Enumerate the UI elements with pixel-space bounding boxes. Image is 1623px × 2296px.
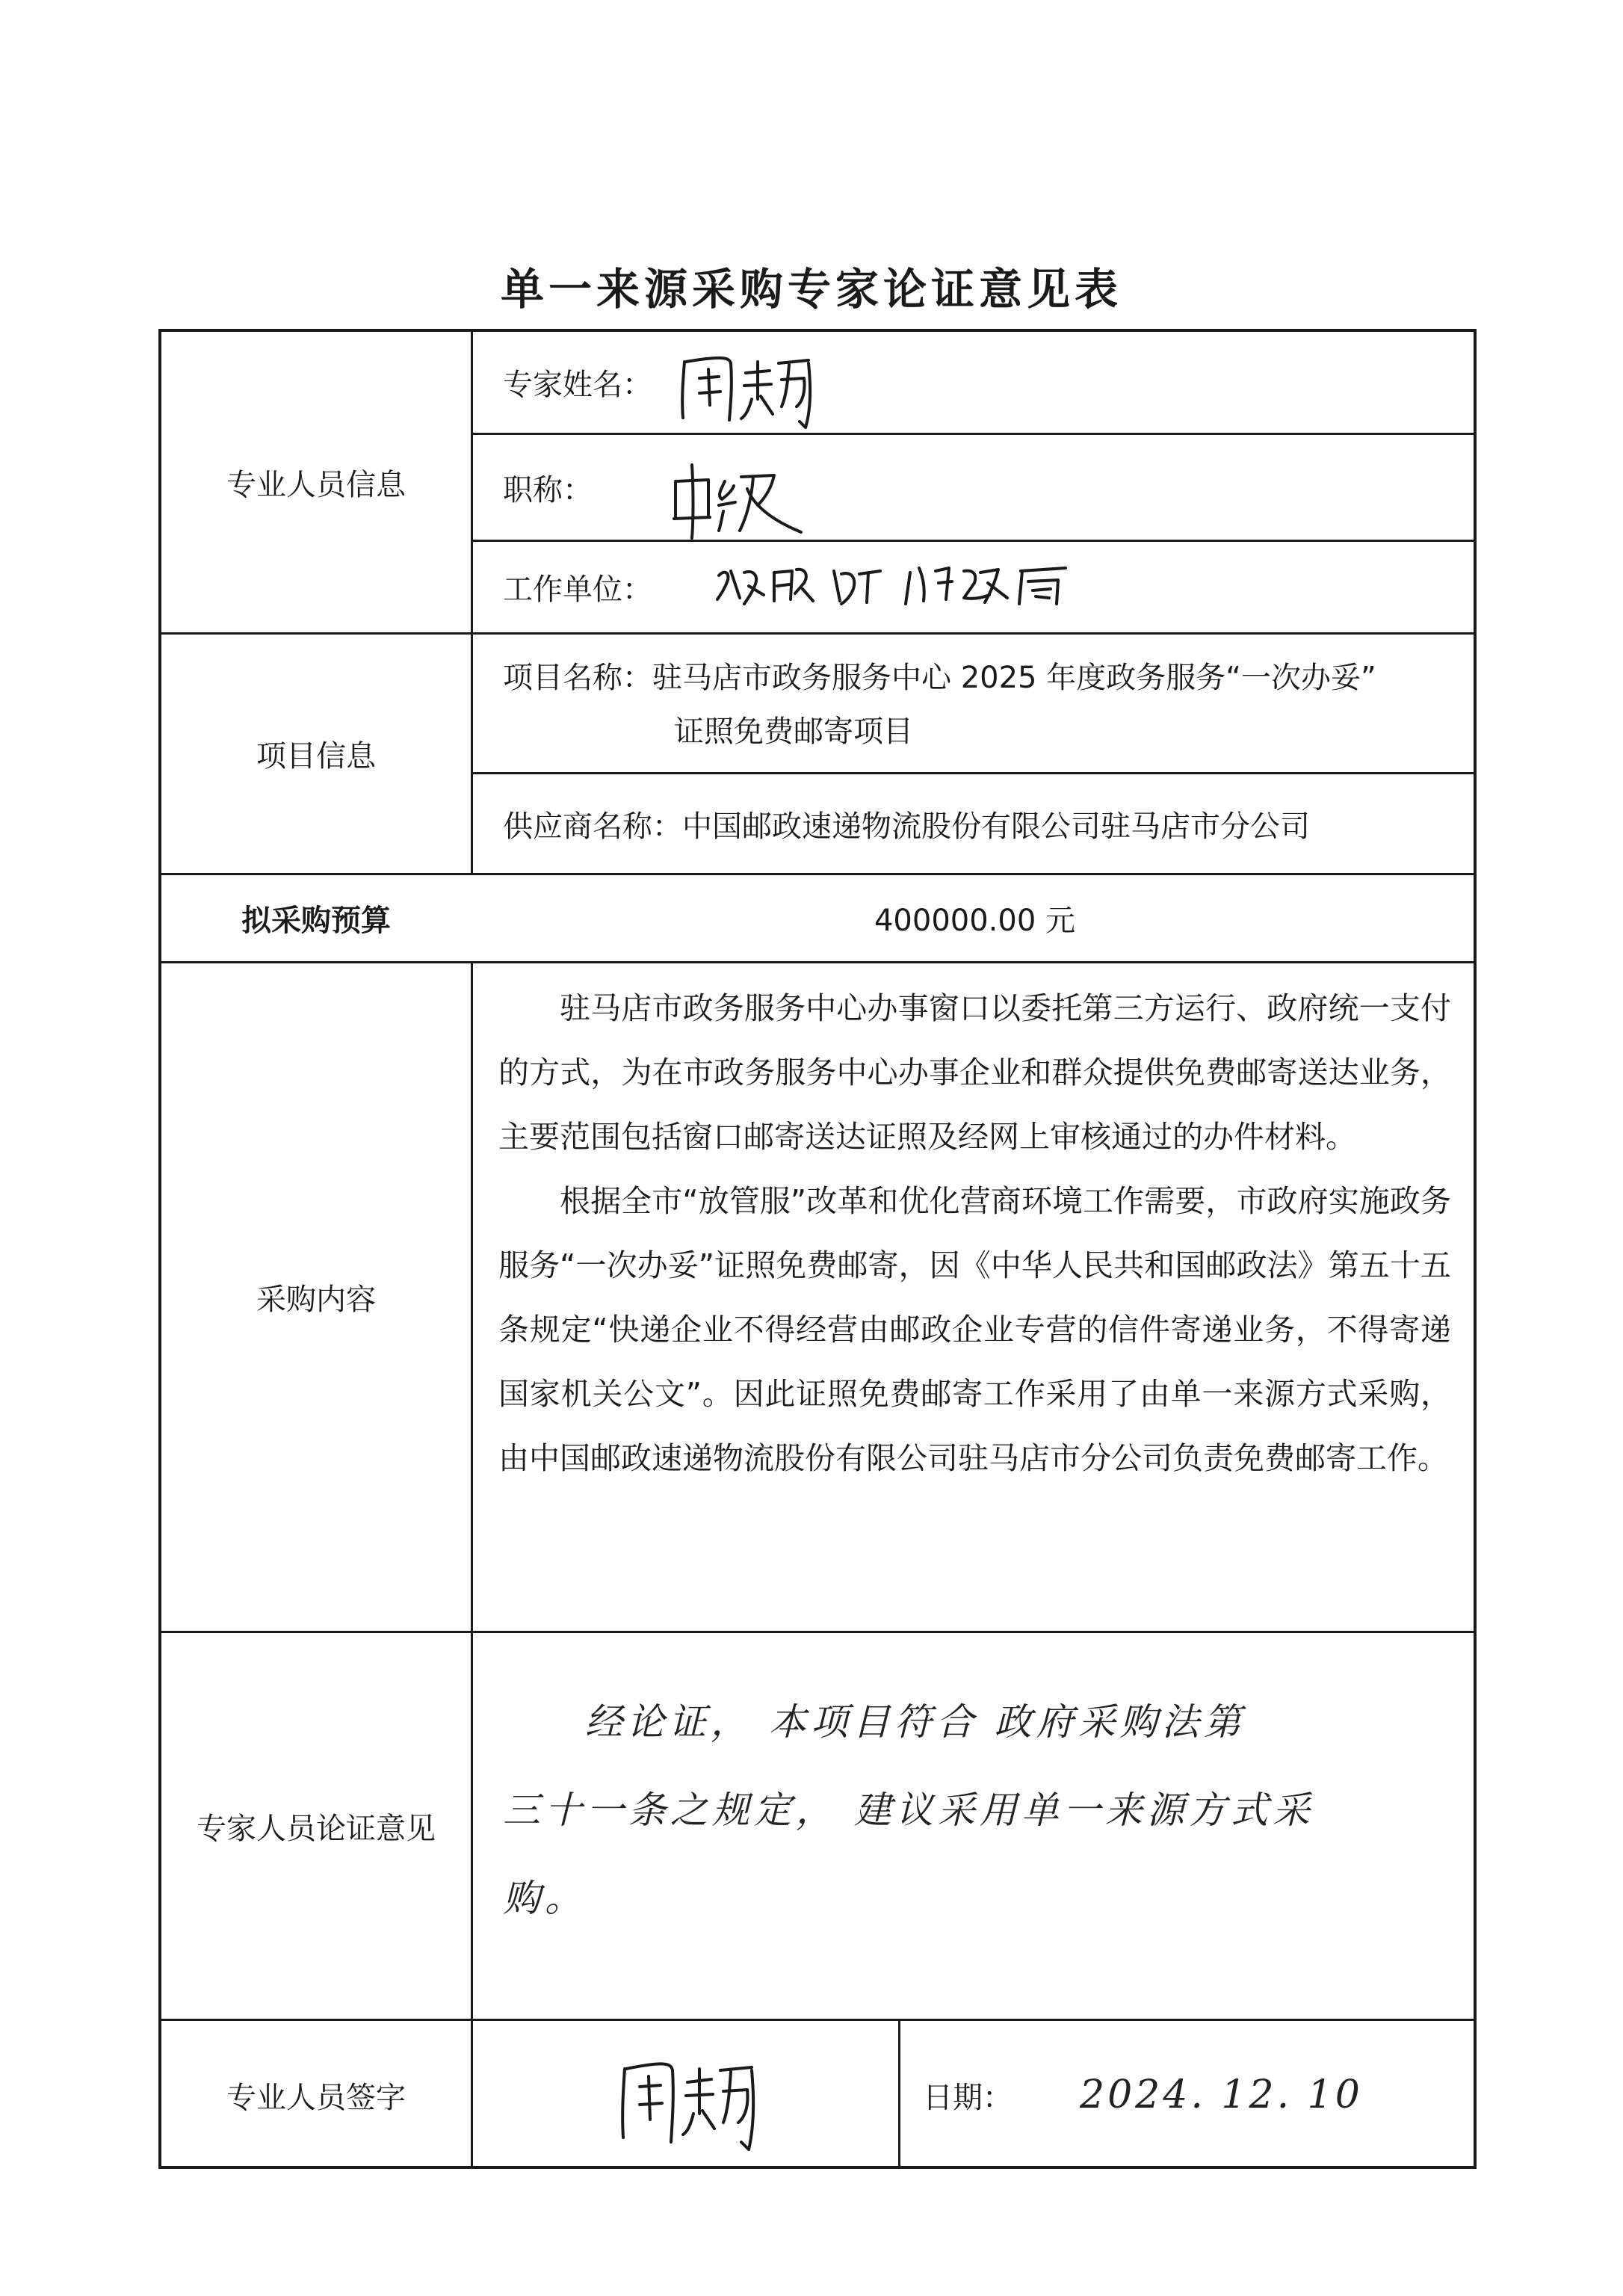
expert-name-handwriting <box>677 347 826 429</box>
expert-name-label: 专家姓名： <box>503 368 652 402</box>
form-title: 单一来源采购专家论证意见表 <box>500 264 1122 315</box>
content-label: 采购内容 <box>256 1283 376 1317</box>
opinion-handwriting <box>473 1633 1477 2019</box>
expert-name-row <box>473 332 1477 433</box>
position-handwriting <box>670 459 812 541</box>
org-handwriting <box>714 556 1088 616</box>
project-name-line1 <box>503 651 1477 705</box>
personnel-section-label: 专业人员信息 <box>226 467 406 502</box>
signature-handwriting <box>617 2051 767 2155</box>
position-row <box>473 435 1477 540</box>
project-name-row <box>473 635 1477 772</box>
opinion-label: 专家人员论证意见 <box>197 1811 436 1846</box>
content-body <box>473 976 1477 1626</box>
opinion-line-3: 购。 <box>503 1877 587 1920</box>
signature-label: 专业人员签字 <box>226 2080 406 2115</box>
project-name-label: 项目名称： <box>503 661 652 695</box>
budget-label: 拟采购预算 <box>241 904 391 938</box>
form-table <box>158 329 1477 2169</box>
opinion-line-1: 经论证， 本项目符合 政府采购法第 <box>585 1700 1246 1744</box>
content-paragraph-1: 驻马店市政务服务中心办事窗口以委托第三方运行、政府统一支付的方式，为在市政务服务中心办事企业和群众提供免费邮寄送达业务，主要范围包括窗口邮寄送达证照及经网上审核通过的办件材料。 <box>498 990 1451 1155</box>
supplier-row <box>473 774 1477 873</box>
date-value: 2024. 12. 10 <box>1080 2073 1363 2117</box>
supplier-value: 中国邮政速递物流股份有限公司驻马店市分公司 <box>682 809 1310 844</box>
opinion-line-2: 三十一条之规定， 建议采用单一来源方式采 <box>503 1789 1314 1832</box>
budget-value: 400000.00 元 <box>874 904 1076 938</box>
content-paragraph-2: 根据全市“放管服”改革和优化营商环境工作需要，市政府实施政务服务“一次办妥”证照免费邮寄，因《中华人民共和国邮政法》第五十五条规定“快递企业不得经营由邮政企业专营的信件寄递业务，不得寄递国家机关公文”。因此证照免费邮寄工作采用了由单一来源方式采购，由中国邮政速递物流股份有限公司驻马店市分公司负责免费邮寄工作。 <box>498 1183 1451 1476</box>
org-label: 工作单位： <box>503 573 652 607</box>
project-name-value-line1: 驻马店市政务服务中心 2025 年度政务服务“一次办妥” <box>652 661 1376 695</box>
project-name-value-line2: 证照免费邮寄项目 <box>674 715 913 749</box>
position-label: 职称： <box>503 472 593 507</box>
supplier-label: 供应商名称： <box>503 809 682 844</box>
date-cell <box>900 2021 1477 2169</box>
project-section-label: 项目信息 <box>256 739 376 774</box>
date-label: 日期： <box>923 2080 1013 2115</box>
